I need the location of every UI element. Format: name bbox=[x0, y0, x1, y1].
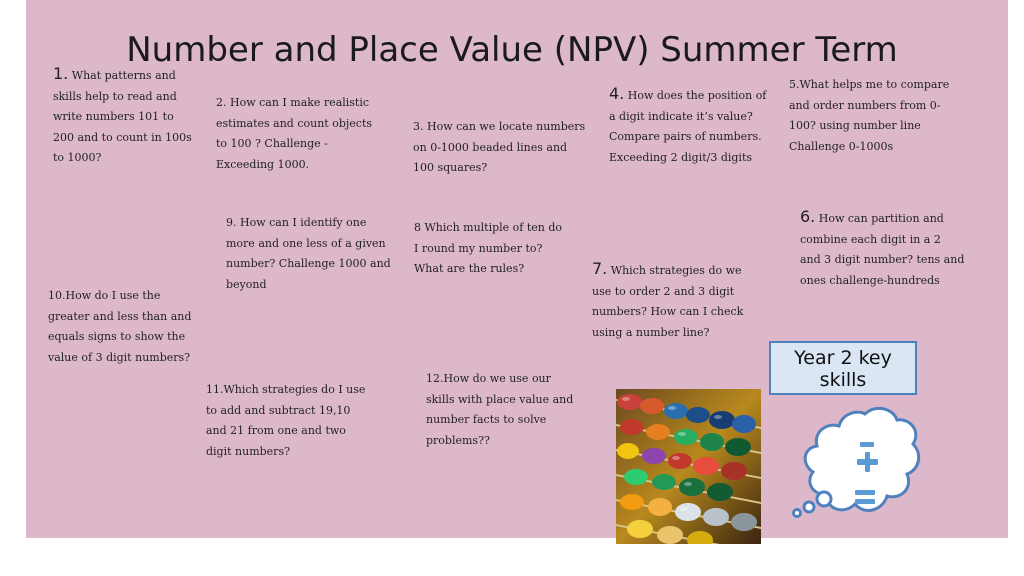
question-text: 12.How do we use our skills with place value and number facts to solve problems?? bbox=[426, 372, 574, 447]
question-6 bbox=[800, 207, 965, 291]
minus-plus-equals-thought-cloud-icon bbox=[785, 404, 925, 528]
question-11 bbox=[206, 380, 371, 462]
question-number: 6. bbox=[800, 207, 816, 226]
page-title: Number and Place Value (NPV) Summer Term bbox=[126, 30, 898, 70]
question-12 bbox=[426, 369, 576, 451]
question-text: 2. How can I make realistic estimates and count objects to 100 ? Challenge -Exceeding 1000. bbox=[216, 96, 373, 171]
question-number: 1. bbox=[53, 64, 69, 83]
question-text: 8 Which multiple of ten do I round my number to? What are the rules? bbox=[414, 221, 563, 275]
question-text: What patterns and skills help to read and write numbers 101 to 200 and to count in 100s to 1000? bbox=[53, 69, 192, 164]
question-text: 5.What helps me to compare and order numbers from 0-100? using number line Challenge 0-1000s bbox=[789, 78, 950, 153]
question-text: How does the position of a digit indicate it’s value? Compare pairs of numbers. Exceeding 2 digit/3 digits bbox=[609, 89, 767, 164]
question-text: How can partition and combine each digit in a 2 and 3 digit number? tens and ones challenge-hundreds bbox=[800, 212, 965, 287]
question-4 bbox=[609, 84, 769, 168]
question-1 bbox=[53, 64, 193, 169]
question-text: 11.Which strategies do I use to add and subtract 19,10 and 21 from one and two digit numbers? bbox=[206, 383, 366, 458]
question-3 bbox=[413, 117, 588, 179]
question-10 bbox=[48, 286, 198, 368]
question-text: 3. How can we locate numbers on 0-1000 beaded lines and 100 squares? bbox=[413, 120, 586, 174]
question-text: Which strategies do we use to order 2 and 3 digit numbers? How can I check using a number line? bbox=[592, 264, 744, 339]
question-text: 10.How do I use the greater and less than and equals signs to show the value of 3 digit numbers? bbox=[48, 289, 192, 364]
question-2 bbox=[216, 93, 376, 175]
question-number: 7. bbox=[592, 259, 608, 278]
question-5 bbox=[789, 75, 959, 157]
abacus-image bbox=[616, 389, 761, 544]
question-8 bbox=[414, 218, 569, 280]
key-skills-box: Year 2 key skills bbox=[769, 341, 917, 395]
question-7 bbox=[592, 259, 757, 343]
question-number: 4. bbox=[609, 84, 625, 103]
question-9 bbox=[226, 213, 396, 295]
question-text: 9. How can I identify one more and one less of a given number? Challenge 1000 and beyond bbox=[226, 216, 391, 291]
